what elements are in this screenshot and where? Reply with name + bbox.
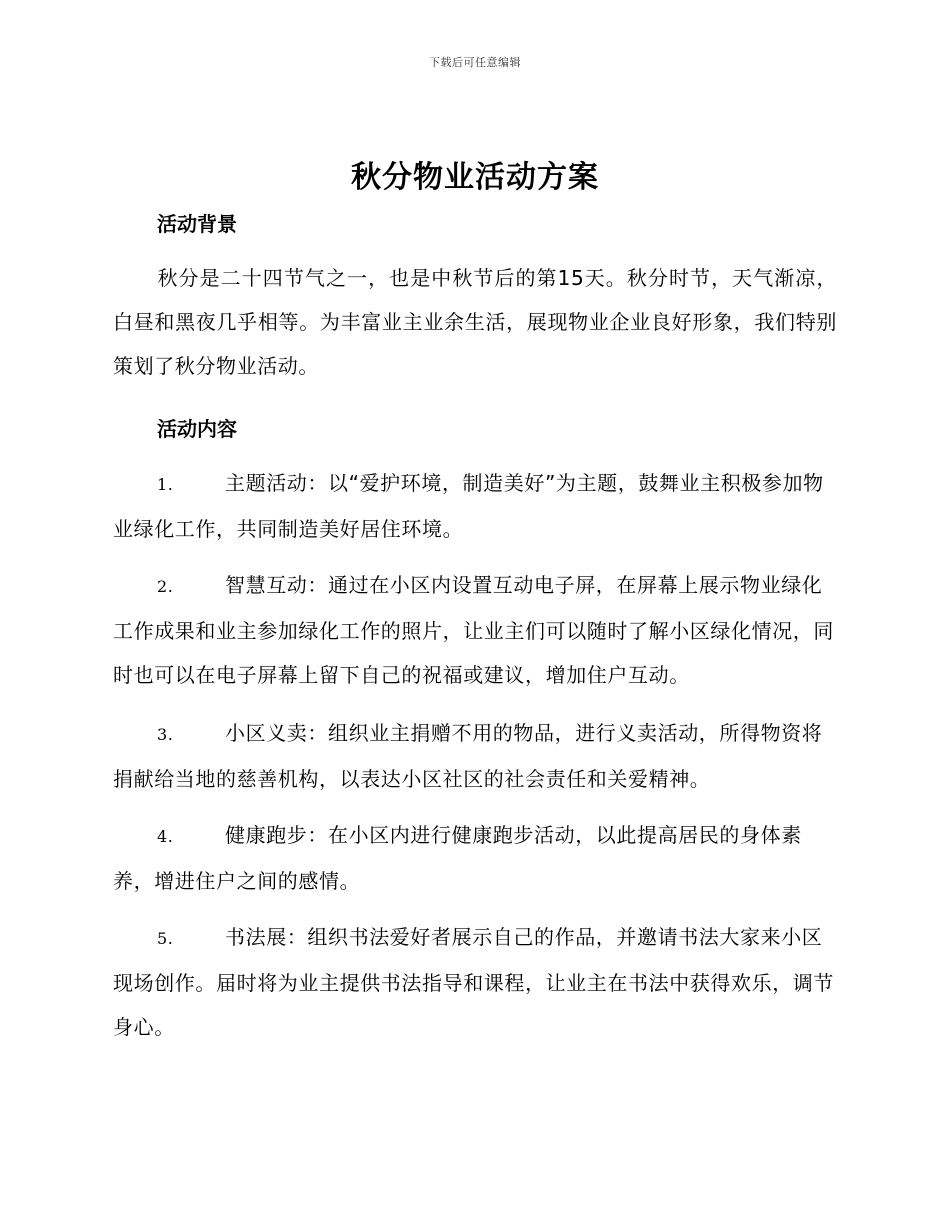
list-item-number: 4. <box>157 827 174 846</box>
list-item-text: 主题活动：以“爱护环境，制造美好”为主题，鼓舞业主积极参加物业绿化工作，共同制造美好居住环境。 <box>113 471 824 541</box>
list-item <box>113 813 837 903</box>
list-item-text: 健康跑步：在小区内进行健康跑步活动，以此提高居民的身体素养，增进住户之间的感情。 <box>113 823 802 893</box>
list-item <box>113 711 837 801</box>
list-item <box>113 461 837 551</box>
section-heading-content: 活动内容 <box>157 417 237 441</box>
document-title: 秋分物业活动方案 <box>351 160 599 195</box>
list-item-number: 2. <box>157 577 174 596</box>
list-item-number: 5. <box>157 929 174 948</box>
background-paragraph-text: 秋分是二十四节气之一，也是中秋节后的第15天。秋分时节，天气渐凉，白昼和黑夜几乎相等。为丰富业主业余生活，展现物业企业良好形象，我们特别策划了秋分物业活动。 <box>113 266 837 378</box>
background-paragraph <box>113 256 837 388</box>
list-item-text: 小区义卖：组织业主捐赠不用的物品，进行义卖活动，所得物资将捐献给当地的慈善机构，以表达小区社区的社会责任和关爱精神。 <box>113 721 823 791</box>
header-note: 下载后可任意编辑 <box>429 56 521 69</box>
list-item-text: 智慧互动：通过在小区内设置互动电子屏，在屏幕上展示物业绿化工作成果和业主参加绿化工作的照片，让业主们可以随时了解小区绿化情况，同时也可以在电子屏幕上留下自己的祝福或建议，增加住户互动。 <box>113 573 834 687</box>
list-item-text: 书法展：组织书法爱好者展示自己的作品，并邀请书法大家来小区现场创作。届时将为业主提供书法指导和课程，让业主在书法中获得欢乐，调节身心。 <box>113 925 834 1039</box>
list-item <box>113 915 837 1049</box>
section-heading-background: 活动背景 <box>157 212 237 236</box>
list-item <box>113 563 837 697</box>
list-item-number: 1. <box>157 475 174 494</box>
list-item-number: 3. <box>157 725 174 744</box>
